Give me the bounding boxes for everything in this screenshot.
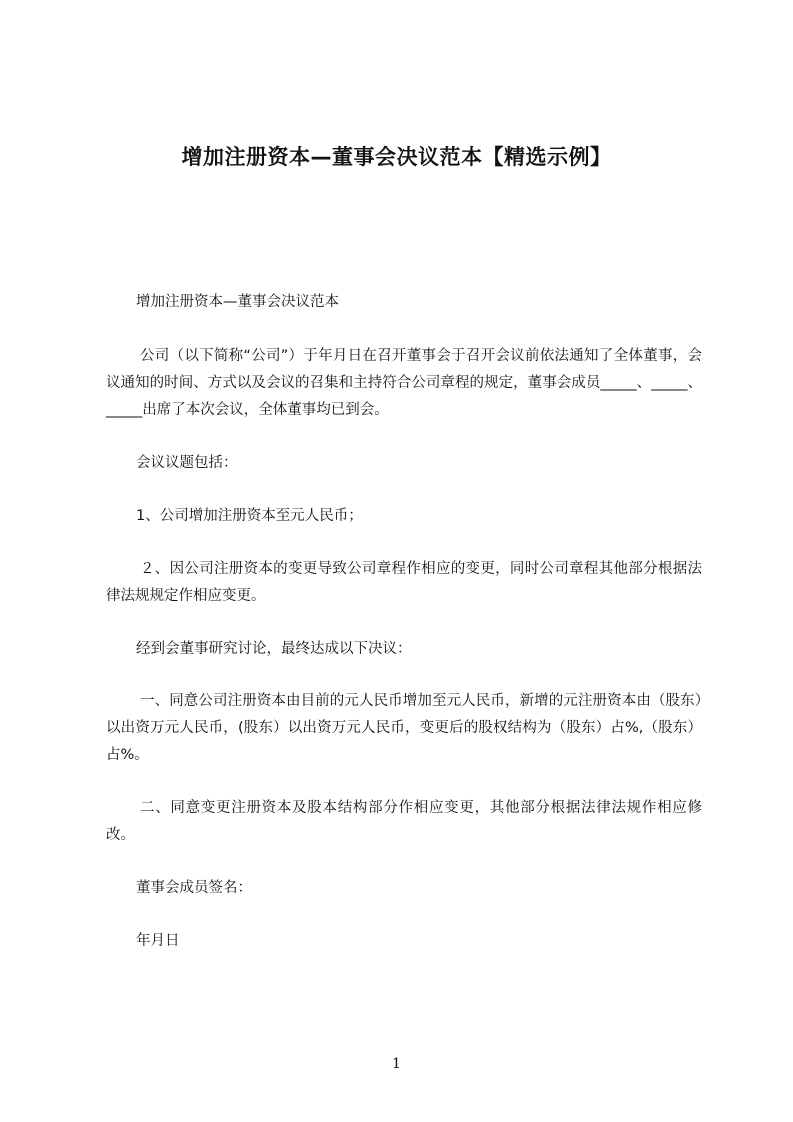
agenda-heading: 会议议题包括： [136, 455, 238, 471]
document-title: 增加注册资本—董事会决议范本【精选示例】 [181, 145, 612, 169]
document-subtitle: 增加注册资本—董事会决议范本 [136, 294, 339, 310]
intro-paragraph: 公司（以下简称“公司”）于年月日在召开董事会于召开会议前依法通知了全体董事，会议通知的时间、方式以及会议的召集和主持符合公司章程的规定，董事会成员_____、_____、_____出席了本次会议，全体董事均已到会。 [106, 348, 702, 418]
resolution-heading: 经到会董事研究讨论，最终达成以下决议： [136, 641, 412, 657]
resolution-item-1: 一、同意公司注册资本由目前的元人民币增加至元人民币，新增的元注册资本由（股东）以出资万元人民币，(股东）以出资万元人民币，变更后的股权结构为（股东）占%,（股东）占%。 [106, 693, 702, 763]
date-label: 年月日 [136, 933, 180, 949]
signature-label: 董事会成员签名： [136, 880, 252, 896]
page-number: 1 [392, 1056, 401, 1072]
agenda-item-2: ２、因公司注册资本的变更导致公司章程作相应的变更，同时公司章程其他部分根据法律法规规定作相应变更。 [106, 561, 702, 604]
resolution-item-2: 二、同意变更注册资本及股本结构部分作相应变更，其他部分根据法律法规作相应修改。 [106, 800, 702, 843]
agenda-item-1: 1、公司增加注册资本至元人民币； [136, 508, 363, 524]
